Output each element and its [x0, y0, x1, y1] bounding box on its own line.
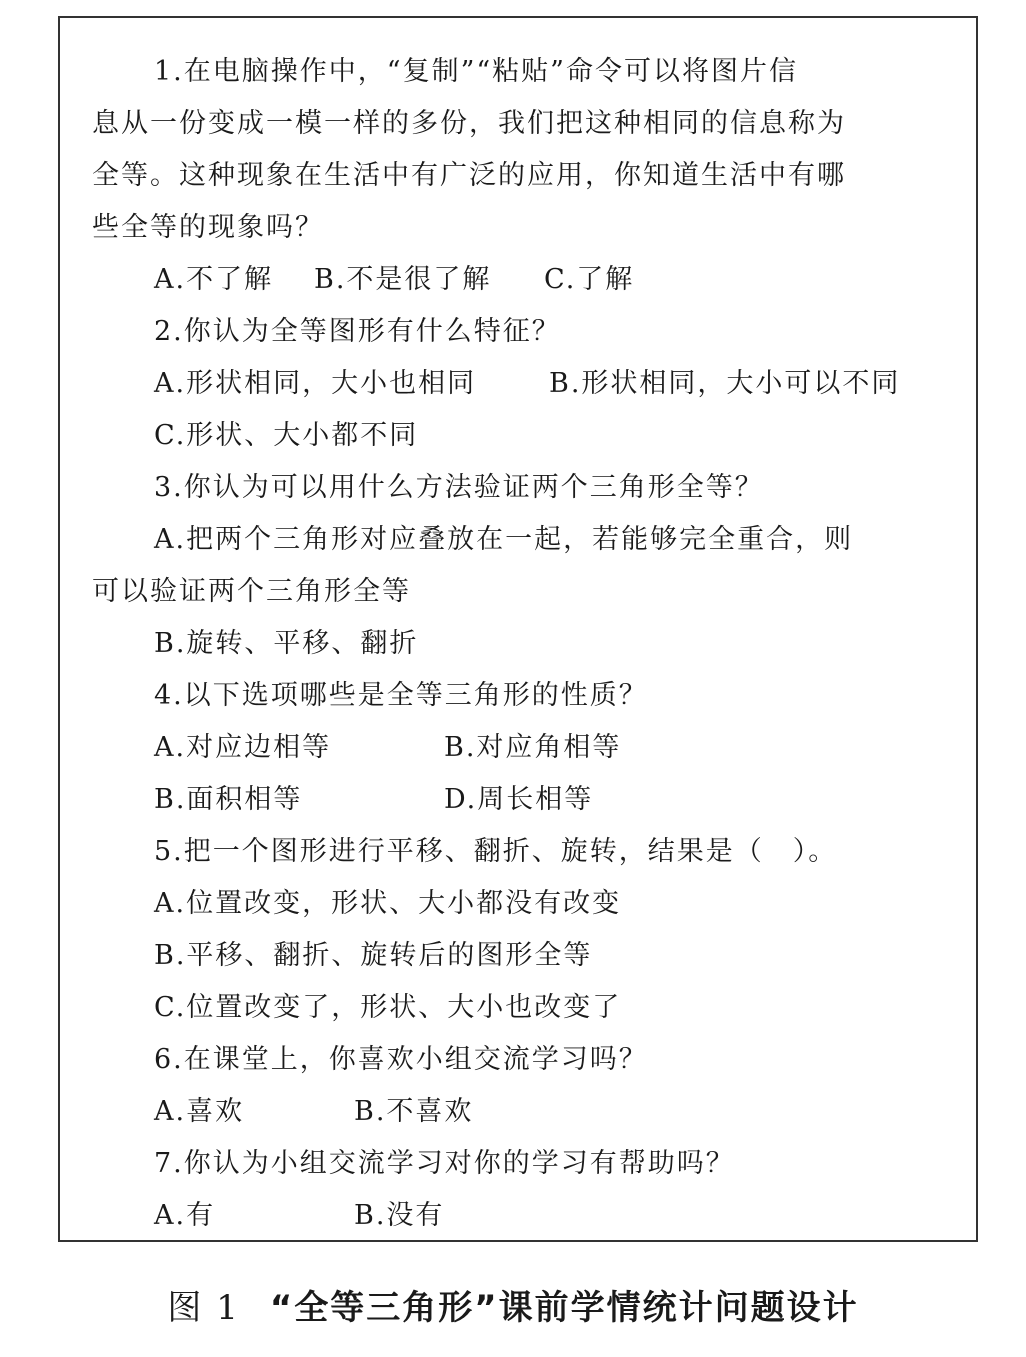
q2-stem: 2.你认为全等图形有什么特征？ — [154, 316, 561, 347]
q1-stem-line-4: 些全等的现象吗？ — [92, 212, 324, 243]
q3-option-a-line-1: A.把两个三角形对应叠放在一起，若能够完全重合，则 — [154, 524, 854, 555]
q5-option-c: C.位置改变了，形状、大小也改变了 — [154, 992, 622, 1023]
q6-option-b: B.不喜欢 — [354, 1096, 474, 1127]
q3-option-b: B.旋转、平移、翻折 — [154, 628, 419, 659]
q4-options-row-1 — [92, 722, 944, 774]
questionnaire-frame — [58, 16, 978, 1242]
q1-stem-line-2: 息从一份变成一模一样的多份，我们把这种相同的信息称为 — [92, 108, 846, 139]
figure-title: “全等三角形”课前学情统计问题设计 — [269, 1288, 859, 1328]
q2-option-b: B.形状相同，大小可以不同 — [549, 368, 901, 399]
q1-stem-line-3: 全等。这种现象在生活中有广泛的应用，你知道生活中有哪 — [92, 160, 846, 191]
q7-options — [92, 1190, 944, 1242]
figure-caption — [0, 1280, 1026, 1329]
q5-option-a: A.位置改变，形状、大小都没有改变 — [154, 888, 622, 919]
figure-number: 图 1 — [167, 1288, 240, 1328]
q1-options — [92, 254, 944, 306]
q6-options — [92, 1086, 944, 1138]
q7-option-a: A.有 — [154, 1200, 216, 1231]
q4-option-a: A.对应边相等 — [154, 732, 332, 763]
q3-stem: 3.你认为可以用什么方法验证两个三角形全等？ — [154, 472, 764, 503]
q7-option-b: B.没有 — [354, 1200, 445, 1231]
q1-option-a: A.不了解 — [154, 264, 274, 295]
q4-option-c: B.面积相等 — [154, 784, 303, 815]
q1-stem-line-1: 1.在电脑操作中，“复制”“粘贴”命令可以将图片信 — [154, 56, 798, 87]
q1-option-c: C.了解 — [544, 264, 635, 295]
q1-option-b: B.不是很了解 — [314, 264, 492, 295]
q2-option-a: A.形状相同，大小也相同 — [154, 368, 477, 399]
q6-option-a: A.喜欢 — [154, 1096, 245, 1127]
q4-option-b: B.对应角相等 — [444, 732, 622, 763]
q3-option-a-line-2: 可以验证两个三角形全等 — [92, 576, 411, 607]
q4-stem: 4.以下选项哪些是全等三角形的性质？ — [154, 680, 648, 711]
q2-option-c: C.形状、大小都不同 — [154, 420, 419, 451]
q4-option-d: D.周长相等 — [444, 784, 594, 815]
q4-options-row-2 — [92, 774, 944, 826]
q5-option-b: B.平移、翻折、旋转后的图形全等 — [154, 940, 593, 971]
q7-stem: 7.你认为小组交流学习对你的学习有帮助吗？ — [154, 1148, 735, 1179]
q6-stem: 6.在课堂上，你喜欢小组交流学习吗？ — [154, 1044, 648, 1075]
q5-stem: 5.把一个图形进行平移、翻折、旋转，结果是（ ）。 — [154, 836, 838, 867]
q2-options-row-1 — [92, 358, 944, 410]
